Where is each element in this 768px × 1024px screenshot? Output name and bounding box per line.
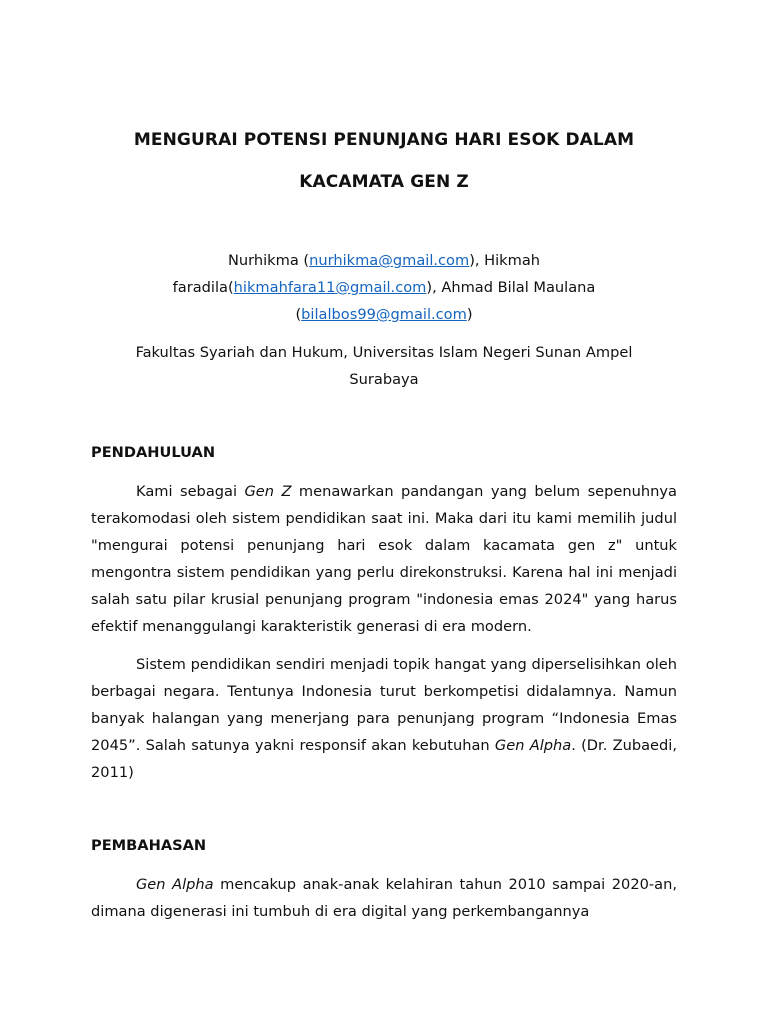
author-3-name: ), Ahmad Bilal Maulana ( [295, 279, 596, 323]
paragraph-discussion-1 [91, 871, 677, 925]
author-1-email-link[interactable]: nurhikma@gmail.com [309, 252, 470, 269]
p1-text-rest: menawarkan pandangan yang belum sepenuhnya terakomodasi oleh sistem pendidikan saat ini. Maka dari itu kami memilih judul "mengurai potensi penunjang hari esok dalam kacamata gen z" untuk mengontra sistem pendidikan yang perlu direkonstruksi. Karena hal ini menjadi salah satu pilar krusial penunjang program "indonesia emas 2024" yang harus efektif menanggulangi karakteristik generasi di era modern. [91, 483, 677, 636]
author-1-name: Nurhikma ( [227, 252, 310, 269]
p3-text-rest: mencakup anak-anak kelahiran tahun 2010 sampai 2020-an, dimana digenerasi ini tumbuh di era digital yang perkembangannya [91, 876, 677, 921]
author-2-email-link[interactable]: hikmahfara11@gmail.com [233, 279, 427, 296]
author-3-email-link[interactable]: bilalbos99@gmail.com [301, 306, 467, 323]
affiliation: Fakultas Syariah dan Hukum, Universitas Islam Negeri Sunan Ampel Surabaya [135, 344, 633, 388]
author-closing: ) [466, 306, 473, 323]
author-block [150, 247, 618, 328]
p3-gen-alpha: Gen Alpha [136, 876, 214, 893]
heading-pendahuluan: PENDAHULUAN [91, 444, 216, 461]
heading-pembahasan: PEMBAHASAN [91, 837, 207, 854]
p2-text-rest: . (Dr. Zubaedi, 2011) [91, 737, 677, 782]
title-line-2: KACAMATA GEN Z [299, 172, 469, 192]
p1-gen-z: Gen Z [244, 483, 292, 500]
p1-text-start: Kami sebagai [136, 483, 245, 500]
title-line-1: MENGURAI POTENSI PENUNJANG HARI ESOK DALAM [133, 130, 635, 150]
paragraph-intro-1 [91, 478, 677, 641]
paragraph-intro-2 [91, 651, 677, 786]
p2-text-start: Sistem pendidikan sendiri menjadi topik hangat yang diperselisihkan oleh berbagai negara. Tentunya Indonesia turut berkompetisi didalamnya. Namun banyak halangan yang menerjang para penunjang program “Indonesia Emas 2045”. Salah satunya yakni responsif akan kebutuhan [91, 656, 677, 755]
author-2-name: ), Hikmah faradila( [172, 252, 541, 296]
p2-gen-alpha: Gen Alpha [494, 737, 572, 755]
